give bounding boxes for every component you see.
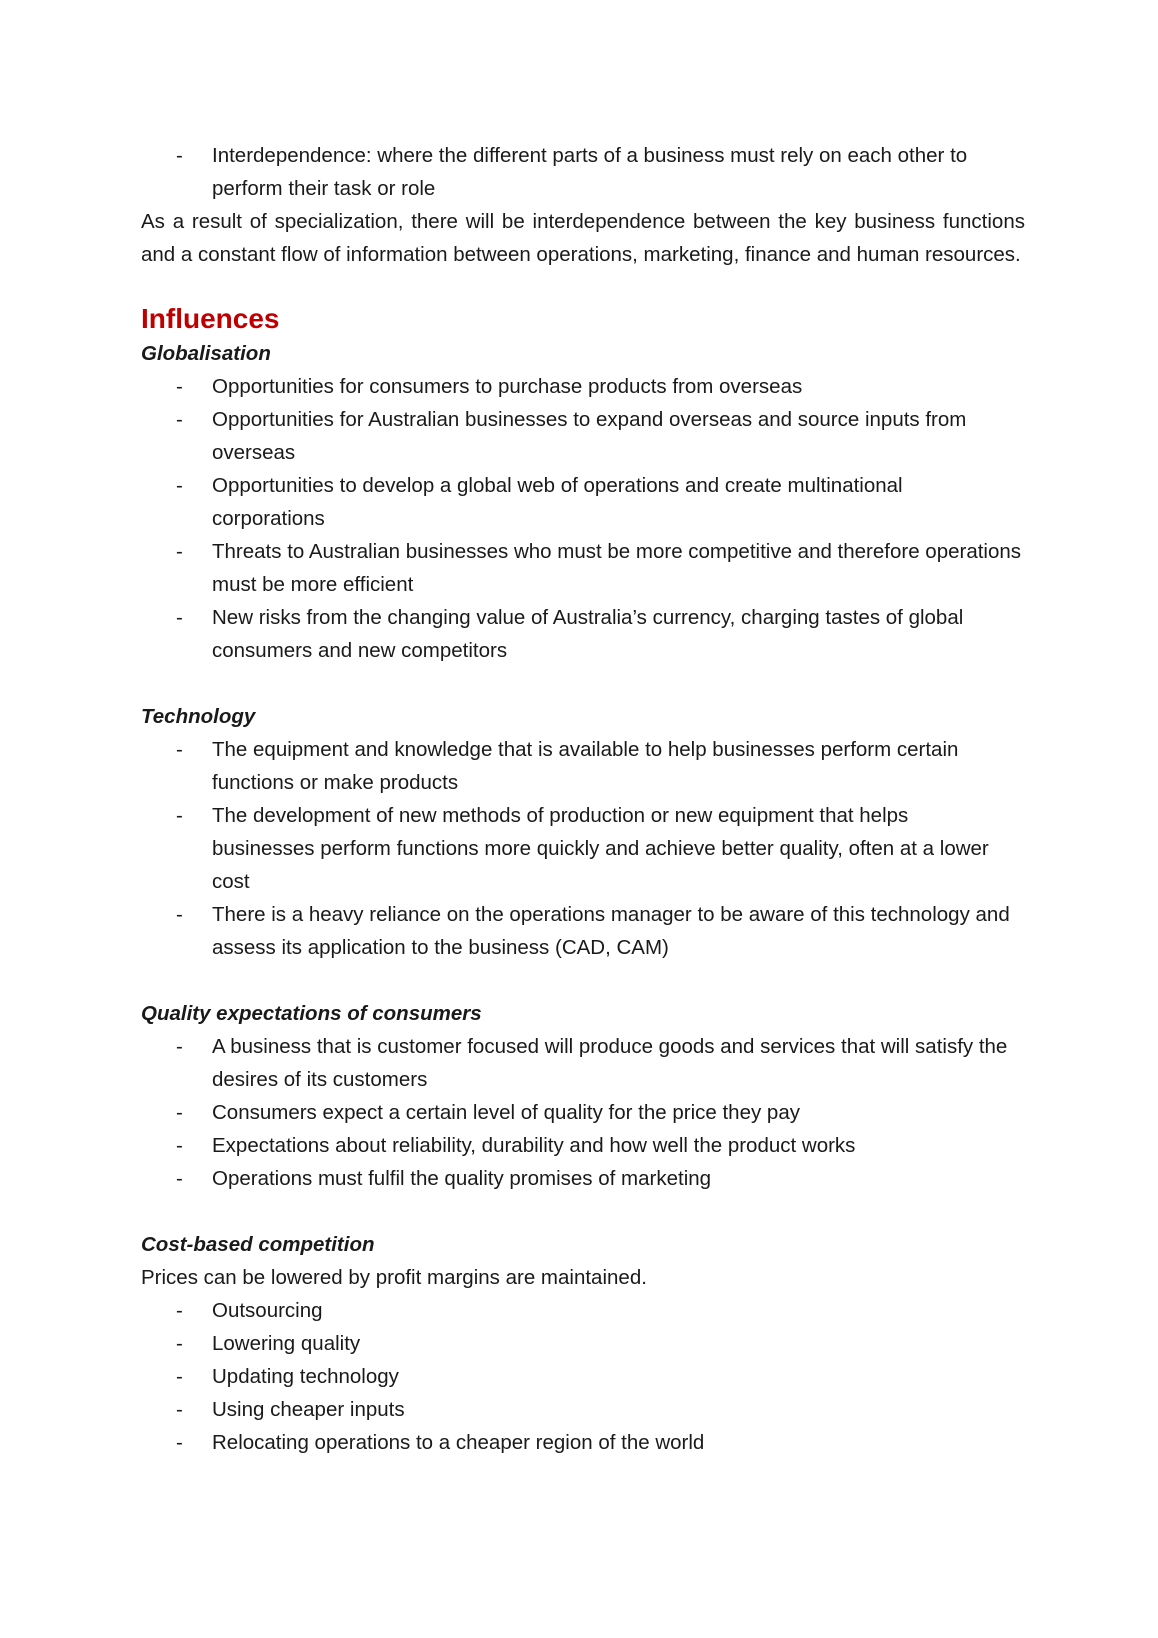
- list-item: [141, 1096, 1025, 1129]
- dash-bullet: -: [176, 144, 183, 167]
- dash-bullet: -: [176, 903, 183, 926]
- list-item-text: Updating technology: [212, 1365, 399, 1388]
- quality-heading: Quality expectations of consumers: [141, 1002, 482, 1025]
- list-item-text: Lowering quality: [212, 1332, 361, 1355]
- dash-bullet: -: [176, 540, 183, 563]
- list-item-text: Opportunities for consumers to purchase products from overseas: [212, 375, 803, 398]
- list-item-text: Expectations about reliability, durability and how well the product works: [212, 1134, 856, 1157]
- list-item: [141, 1327, 1025, 1360]
- dash-bullet: -: [176, 1332, 183, 1355]
- list-item-text: The equipment and knowledge that is available to help businesses perform certain functions or make products: [212, 738, 959, 794]
- cost-paragraph: Prices can be lowered by profit margins are maintained.: [141, 1266, 647, 1289]
- list-item: [141, 370, 1025, 403]
- technology-heading: Technology: [141, 705, 256, 728]
- dash-bullet: -: [176, 375, 183, 398]
- list-item: [141, 1129, 1025, 1162]
- list-item-text: A business that is customer focused will produce goods and services that will satisfy the desires of its customers: [212, 1035, 1008, 1091]
- quality-list: [141, 1030, 1025, 1195]
- dash-bullet: -: [176, 738, 183, 761]
- list-item-text: Opportunities to develop a global web of operations and create multinational corporations: [212, 474, 903, 530]
- list-item-text: Opportunities for Australian businesses to expand overseas and source inputs from overseas: [212, 408, 967, 464]
- list-item: [141, 898, 1032, 964]
- list-item: [141, 139, 1022, 205]
- list-item: [141, 403, 1022, 469]
- cost-list: [141, 1294, 1025, 1459]
- dash-bullet: -: [176, 1365, 183, 1388]
- intro-paragraph: As a result of specialization, there will be interdependence between the key business functions and a constant flow of information between operations, marketing, finance and human resources.: [141, 210, 1025, 266]
- dash-bullet: -: [176, 1134, 183, 1157]
- technology-list: [141, 733, 1025, 964]
- list-item: [141, 1294, 1025, 1327]
- list-item: [141, 1162, 1025, 1195]
- dash-bullet: -: [176, 804, 183, 827]
- list-item-text: Using cheaper inputs: [212, 1398, 405, 1421]
- dash-bullet: -: [176, 1167, 183, 1190]
- cost-heading: Cost-based competition: [141, 1233, 375, 1256]
- list-item-text: Relocating operations to a cheaper region of the world: [212, 1431, 705, 1454]
- list-item-text: There is a heavy reliance on the operations manager to be aware of this technology and assess its application to the business (CAD, CAM): [212, 903, 1010, 959]
- dash-bullet: -: [176, 606, 183, 629]
- list-item: [141, 1030, 1042, 1096]
- dash-bullet: -: [176, 1398, 183, 1421]
- globalisation-list: [141, 370, 1025, 667]
- list-item-text: The development of new methods of production or new equipment that helps businesses perform functions more quickly and achieve better quality, often at a lower cost: [212, 804, 989, 893]
- document-page: [141, 139, 1025, 1459]
- globalisation-heading: Globalisation: [141, 342, 271, 365]
- list-item-text: Threats to Australian businesses who must be more competitive and therefore operations must be more efficient: [212, 540, 1022, 596]
- intro-list: [141, 139, 1025, 205]
- list-item-text: Outsourcing: [212, 1299, 323, 1322]
- dash-bullet: -: [176, 474, 183, 497]
- list-item: [141, 1426, 1025, 1459]
- list-item: [141, 733, 1022, 799]
- section-title: Influences: [141, 303, 280, 334]
- list-item-text: Operations must fulfil the quality promises of marketing: [212, 1167, 712, 1190]
- list-item: [141, 1393, 1025, 1426]
- list-item: [141, 1360, 1025, 1393]
- list-item-text: New risks from the changing value of Australia’s currency, charging tastes of global consumers and new competitors: [212, 606, 964, 662]
- list-item: [141, 799, 1002, 898]
- dash-bullet: -: [176, 1431, 183, 1454]
- list-item-text: Interdependence: where the different parts of a business must rely on each other to perform their task or role: [212, 144, 968, 200]
- dash-bullet: -: [176, 1299, 183, 1322]
- dash-bullet: -: [176, 408, 183, 431]
- dash-bullet: -: [176, 1035, 183, 1058]
- list-item: [141, 601, 1022, 667]
- list-item: [141, 535, 1022, 601]
- list-item: [141, 469, 1002, 535]
- list-item-text: Consumers expect a certain level of quality for the price they pay: [212, 1101, 800, 1124]
- dash-bullet: -: [176, 1101, 183, 1124]
